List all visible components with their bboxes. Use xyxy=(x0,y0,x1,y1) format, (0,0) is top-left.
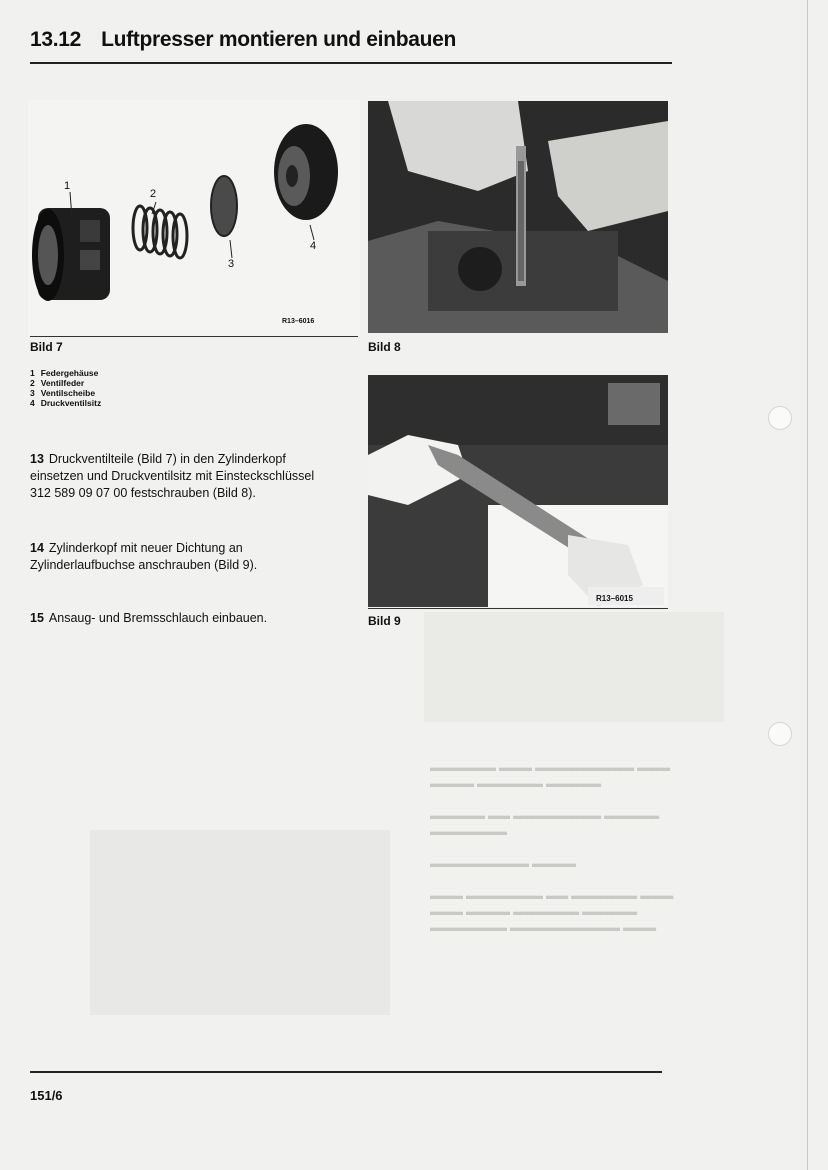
figure-9-rule xyxy=(368,608,668,609)
figure-7-caption: Bild 7 xyxy=(30,340,63,354)
legend-item: 1 Federgehäuse xyxy=(30,368,99,378)
figure-8-photo-tightening-valve-seat xyxy=(368,101,668,333)
step-15 xyxy=(30,610,336,627)
legend-item: 2 Ventilfeder xyxy=(30,378,85,388)
step-13 xyxy=(30,451,336,502)
punch-hole-lower xyxy=(768,722,792,746)
footer-rule xyxy=(30,1071,662,1073)
figure-7-legend xyxy=(30,368,101,408)
header-rule xyxy=(30,62,672,64)
figure-7-rule xyxy=(30,336,358,337)
valve-spring-drawing xyxy=(133,206,187,258)
bleed-through-image-right xyxy=(424,612,724,722)
step-text: Ansaug- und Bremsschlauch einbauen. xyxy=(48,611,268,625)
callout-4: 4 xyxy=(310,240,317,252)
figure-7-exploded-valve-parts xyxy=(28,100,360,336)
figure-8-caption: Bild 8 xyxy=(368,340,401,354)
bleed-through-text-right: ▬▬▬▬▬▬ ▬▬▬ ▬▬▬▬▬▬▬▬▬ ▬▬▬ ▬▬▬▬ ▬▬▬▬▬▬ ▬▬▬▬▬ ▬▬▬▬▬ ▬▬ ▬▬▬▬▬▬▬▬ ▬▬▬▬▬ ▬▬▬▬▬▬▬ ▬▬▬▬▬▬▬▬▬ ▬▬▬▬ ▬▬▬ ▬▬▬▬▬▬▬ ▬▬ ▬▬▬▬▬▬ ▬▬▬ ▬▬▬ ▬▬▬▬ ▬▬▬▬▬▬ ▬▬▬▬▬ ▬▬▬▬▬▬▬ ▬▬▬▬▬▬▬▬▬▬ ▬▬▬ xyxy=(430,762,674,934)
step-number: 15 xyxy=(30,611,44,625)
spring-housing-drawing xyxy=(32,208,110,301)
pressure-valve-seat-drawing xyxy=(274,124,338,220)
legend-item: 3 Ventilscheibe xyxy=(30,388,96,398)
figure-9-image-label: R13–6015 xyxy=(596,594,633,603)
valve-disc-drawing xyxy=(211,176,237,236)
step-14 xyxy=(30,540,336,574)
callout-1: 1 xyxy=(64,180,71,192)
callout-3: 3 xyxy=(228,258,235,270)
step-text: Zylinderkopf mit neuer Dichtung an Zylinderlaufbuchse anschrauben (Bild 9). xyxy=(30,541,258,572)
punch-hole-upper xyxy=(768,406,792,430)
step-text: Druckventilteile (Bild 7) in den Zylinderkopf einsetzen und Druckventilsitz mit Einsteckschlüssel 312 589 09 07 00 festschrauben (Bild 8). xyxy=(30,452,315,500)
page-title: Luftpresser montieren und einbauen xyxy=(101,28,457,51)
page-number: 151/6 xyxy=(30,1088,63,1103)
figure-9-photo-mounting-cylinder-head xyxy=(368,375,668,607)
figure-9-caption: Bild 9 xyxy=(368,614,401,628)
section-number: 13.12 xyxy=(30,28,82,51)
callout-2: 2 xyxy=(150,188,157,200)
step-number: 14 xyxy=(30,541,44,555)
step-number: 13 xyxy=(30,452,44,466)
page-edge xyxy=(807,0,808,1170)
figure-7-image-label: R13–6016 xyxy=(282,318,315,325)
legend-item: 4 Druckventilsitz xyxy=(30,398,102,408)
bleed-through-image-bottom xyxy=(90,830,390,1015)
page-header xyxy=(30,28,670,52)
